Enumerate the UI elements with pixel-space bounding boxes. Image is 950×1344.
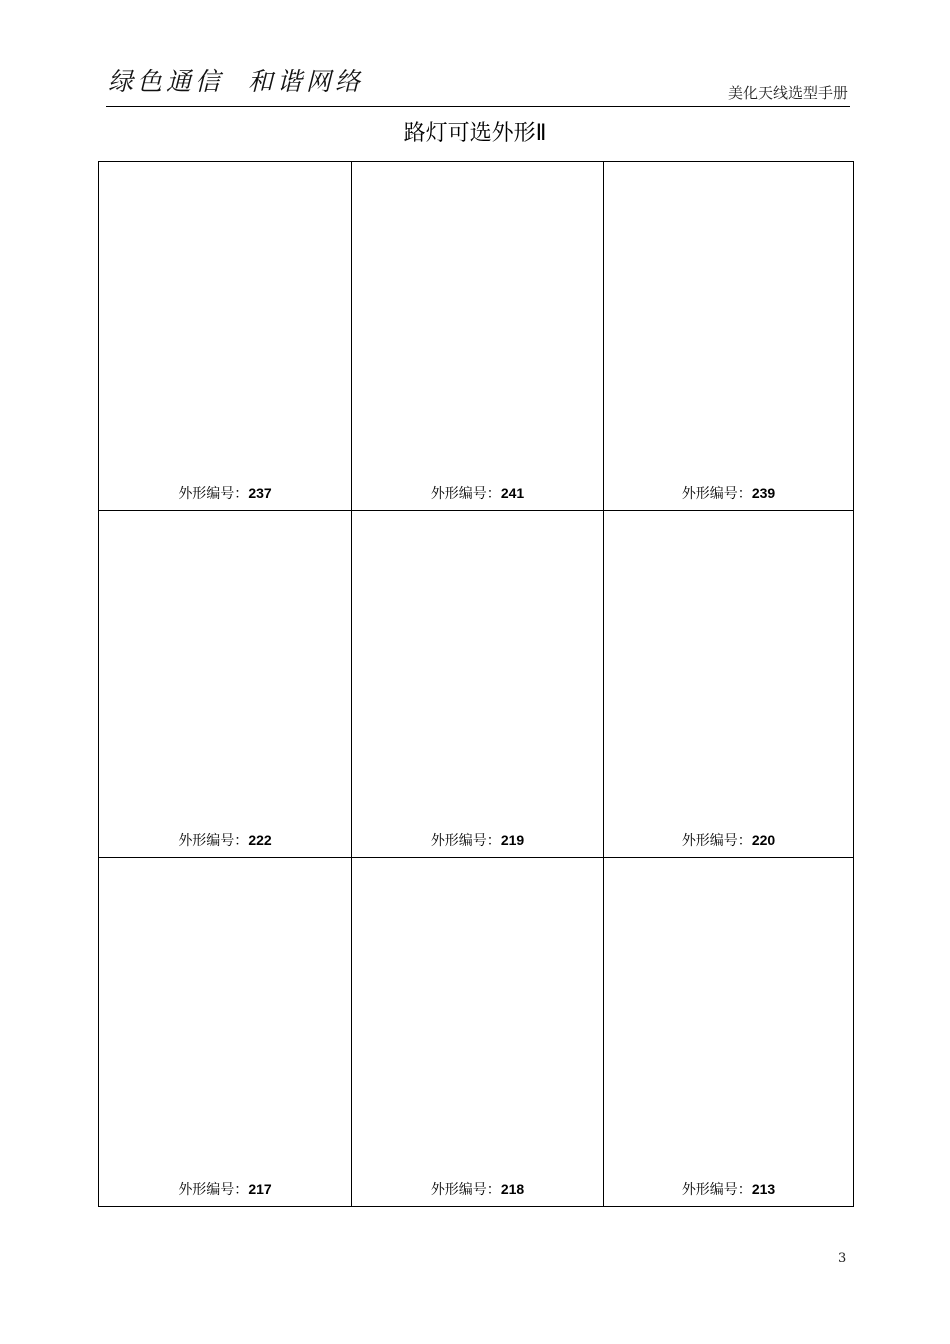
shape-cell: [99, 858, 352, 1206]
shape-label: 外形编号：: [178, 1182, 249, 1198]
shape-caption: [604, 1179, 853, 1199]
shape-photo: [360, 866, 595, 1176]
shape-number: 239: [751, 485, 776, 501]
shape-photo: [612, 519, 845, 827]
shape-cell: [604, 511, 853, 858]
manual-title: 美化天线选型手册: [727, 84, 848, 102]
shape-photo: [612, 866, 845, 1176]
shape-cell: [99, 511, 352, 858]
shape-cell: [352, 858, 604, 1206]
shape-number: 222: [248, 832, 272, 848]
shape-number: 237: [248, 485, 272, 501]
shape-cell: [99, 162, 352, 511]
shape-number: 219: [500, 832, 525, 848]
shape-label: 外形编号：: [430, 833, 501, 849]
shape-caption: [99, 1179, 351, 1199]
shape-photo: [360, 519, 595, 827]
shape-number: 220: [751, 832, 776, 848]
shape-number: 217: [248, 1181, 272, 1197]
shape-photo: [107, 519, 343, 827]
shape-label: 外形编号：: [178, 833, 249, 849]
shape-caption: [352, 1179, 603, 1199]
shape-photo: [360, 170, 595, 480]
page-number: 3: [838, 1251, 847, 1266]
shape-label: 外形编号：: [681, 1182, 752, 1198]
shape-number: 241: [500, 485, 525, 501]
shape-label: 外形编号：: [178, 486, 249, 502]
shape-photo: [107, 170, 343, 480]
shape-caption: [99, 483, 351, 503]
shape-label: 外形编号：: [681, 486, 752, 502]
shape-cell: [604, 858, 853, 1206]
shape-photo: [612, 170, 845, 480]
shape-photo: [107, 866, 343, 1176]
header-divider: [106, 106, 850, 107]
shape-caption: [604, 483, 853, 503]
shape-caption: [99, 830, 351, 850]
page-title: 路灯可选外形Ⅱ: [403, 121, 547, 146]
shape-label: 外形编号：: [681, 833, 752, 849]
shape-cell: [352, 511, 604, 858]
shape-number: 213: [751, 1181, 776, 1197]
header-slogan: 绿色通信 和谐网络: [108, 67, 364, 96]
shape-caption: [352, 830, 603, 850]
shape-grid: [98, 161, 854, 1207]
shape-label: 外形编号：: [430, 1182, 501, 1198]
shape-cell: [352, 162, 604, 511]
shape-caption: [352, 483, 603, 503]
shape-caption: [604, 830, 853, 850]
shape-number: 218: [500, 1181, 525, 1197]
shape-label: 外形编号：: [430, 486, 501, 502]
shape-cell: [604, 162, 853, 511]
